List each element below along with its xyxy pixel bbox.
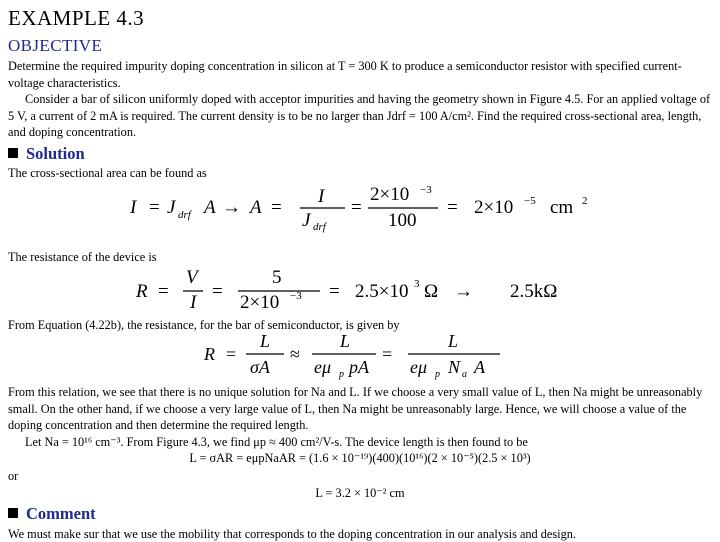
eq3-eq2: = [382, 344, 393, 364]
eq3-eq1: = [226, 344, 237, 364]
eq3-approx: ≈ [290, 344, 300, 364]
eq2-eq1: = [158, 281, 169, 302]
eq2-ohm: Ω [424, 281, 439, 302]
eq1-num2: 2×10 [370, 184, 410, 205]
length-result: L = 3.2 × 10⁻² cm [315, 486, 405, 500]
comment-heading [8, 504, 96, 524]
eq1-I: I [130, 197, 137, 218]
resistance-formula [0, 334, 720, 382]
eq1-num2exp: −3 [420, 184, 432, 196]
resistance-intro: The resistance of the device is [8, 250, 157, 264]
eq2-eq2: = [212, 281, 223, 302]
eq3-den2sub: p [339, 369, 344, 380]
objective-paragraph-2-text: Consider a bar of silicon uniformly doped with acceptor impurities and having the geometry shown in Figure 4.5. For an applied voltage of 5 V, a current of 2 mA is required. The current density is to be no larger than Jdrf = 100 A/cm². Find the required cross-sectional area, length, and doping concentration. [8, 92, 711, 140]
eq3-den2: eμ [314, 357, 332, 377]
eq3-den3sub: p [435, 369, 440, 380]
doping-choice-text: Let Na = 10¹⁶ cm⁻³. From Figure 4.3, we find μp ≈ 400 cm²/V-s. The device length is then found to be [25, 434, 528, 449]
eq1-Jsub: drf [178, 209, 191, 221]
discussion-text: From this relation, we see that there is no unique solution for Na and L. If we choose a very small value of L, then Na might be unreasonably small. On the other hand, if we choose a very large value of L, then Na might be unreasonably large. Hence, we will choose a value of the doping concentration and then determine the required length. [8, 385, 703, 433]
eq1-den1J: J [302, 210, 311, 231]
eq1-eq3: = [351, 197, 362, 218]
objective-paragraph-1: Determine the required impurity doping concentration in silicon at T = 300 K to produce a semiconductor resistor with specified current-voltage characteristics. [8, 59, 682, 90]
eq1-unit: cm [550, 197, 574, 218]
eq3-den3c: A [474, 357, 485, 377]
eq3-den3: eμ [410, 357, 428, 377]
eq1-den2: 100 [388, 210, 417, 231]
eq1-resexp: −5 [524, 195, 536, 207]
eq2-eq3: = [329, 281, 340, 302]
eq2-num1: V [186, 267, 198, 288]
eq3-den2b: pA [349, 357, 369, 377]
discussion-paragraph [8, 384, 716, 450]
eq3-num2: L [340, 334, 351, 351]
objective-paragraph-2 [8, 91, 714, 141]
or-text: or [8, 469, 19, 483]
bullet-square-icon [8, 148, 18, 158]
eq1-num1: I [318, 186, 325, 207]
eq2-arrow: → [454, 281, 473, 302]
eq3-num1: L [260, 334, 271, 351]
eq2-num2: 5 [272, 267, 282, 288]
eq2-R: R [136, 281, 148, 302]
eq2-den2: 2×10 [240, 292, 280, 313]
eq3-R: R [204, 344, 215, 364]
eq1-A: A [204, 197, 216, 218]
area-intro: The cross-sectional area can be found as [8, 166, 207, 180]
equation-intro: From Equation (4.22b), the resistance, for the bar of semiconductor, is given by [8, 318, 400, 332]
comment-heading-text: Comment [26, 504, 96, 523]
eq1-J: J [167, 197, 176, 218]
eq2-result: 2.5kΩ [510, 281, 558, 302]
eq1-eq4: = [447, 197, 458, 218]
bullet-square-icon [8, 508, 18, 518]
eq2-valexp: 3 [414, 278, 420, 290]
eq3-num3: L [448, 334, 459, 351]
example-title: EXAMPLE 4.3 [8, 6, 145, 30]
eq1-eq1: = [149, 197, 160, 218]
eq2-val: 2.5×10 [355, 281, 409, 302]
eq1-result: 2×10 [474, 197, 514, 218]
eq1-unitexp: 2 [582, 195, 588, 207]
eq1-A2: A [250, 197, 262, 218]
eq2-den1: I [190, 292, 197, 313]
eq3-den1: σA [250, 357, 270, 377]
eq2-den2exp: −3 [290, 290, 302, 302]
objective-label: OBJECTIVE [8, 36, 103, 55]
length-calculation: L = σAR = eμpNaAR = (1.6 × 10⁻¹⁹)(400)(10¹⁶)(2 × 10⁻⁵)(2.5 × 10³) [189, 451, 531, 465]
resistance-equation [0, 264, 720, 314]
eq3-den3bsub: a [462, 369, 467, 380]
eq3-den3b: N [448, 357, 461, 377]
solution-heading-text: Solution [26, 144, 85, 163]
comment-text: We must make sur that we use the mobility that corresponds to the doping concentration in our analysis and design. [8, 527, 576, 541]
solution-heading [8, 144, 85, 164]
eq1-arrow: → [222, 197, 241, 218]
eq1-den1sub: drf [313, 221, 326, 233]
area-equation [0, 184, 720, 234]
eq1-eq2: = [271, 197, 282, 218]
